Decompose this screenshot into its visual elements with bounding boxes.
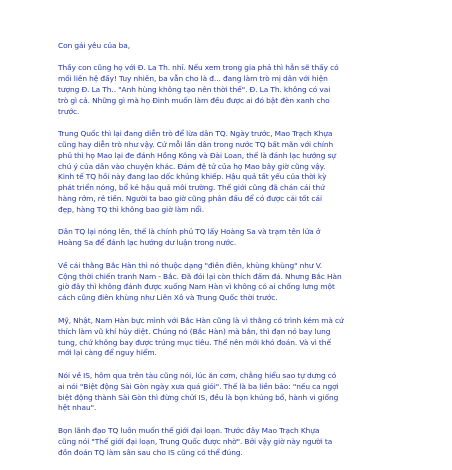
letter-paragraphs bbox=[58, 63, 388, 459]
letter-paragraph bbox=[58, 63, 388, 118]
text-line: biệt động thành Sài Gòn thì đừng chửi IS, đều là bọn khủng bố, hành vi giống bbox=[58, 392, 339, 402]
text-line: tung, chứ không bay được trúng mục tiêu. Thế nên mới khó đoán. Và vì thế bbox=[58, 337, 331, 347]
text-line: cũng nói "Thế giới đại loạn, Trung Quốc được nhờ". Bởi vậy giờ này người ta bbox=[58, 436, 333, 446]
text-line: hàng rởm, rẻ tiền. Người ta bao giờ cũng phân đấu để có được cái tốt cái bbox=[58, 194, 322, 204]
text-line: đồn đoán TQ làm sân sau cho IS cũng có thể đúng. bbox=[58, 447, 243, 457]
text-line: Thầy con cũng họ với Đ. La Th. nhỉ. Nếu xem trong gia phả thì hẳn sẽ thấy có bbox=[58, 62, 339, 72]
letter-paragraph bbox=[58, 129, 388, 216]
text-line: giờ đây thì không đánh được xuống Nam Hàn vì không có ai chống lưng một bbox=[58, 282, 335, 292]
letter-paragraph bbox=[58, 426, 388, 459]
text-line: cách cũng điên khùng như Liên Xô và Trung Quốc thời trước. bbox=[58, 293, 278, 303]
text-line: Nói về IS, hôm qua trên tàu cũng nói, lúc ăn cơm, chẳng hiểu sao tự dưng có bbox=[58, 370, 337, 380]
text-line: Bọn lãnh đạo TQ luôn muốn thế giới đại loạn. Trước đây Mao Trạch Khựa bbox=[58, 425, 320, 435]
text-line: Dân TQ lại nóng lên, thế là chính phủ TQ lấy Hoàng Sa và trạm tên lửa ở bbox=[58, 227, 321, 237]
text-line: cũng hay diễn trò như vậy. Cứ mỗi lần dân trong nước TQ bất mãn với chính bbox=[58, 139, 334, 149]
text-line: Mỹ, Nhật, Nam Hàn bực mình với Bắc Hàn cũng là vì thằng có trình kém mà cứ bbox=[58, 315, 344, 325]
letter-paragraph bbox=[58, 316, 388, 360]
text-line: phát triển nóng, bổ kẻ hậu quả môi trường. Thế giới cũng đã chán cái thứ bbox=[58, 183, 325, 193]
text-line: tượng Đ. La Th.. "Anh hùng không tạo nên thời thế". Đ. La Th. không có vai bbox=[58, 84, 331, 94]
text-line: thích làm vũ khí hủy diệt. Chúng nó (Bắc Hàn) mà bắn, thì đạn nó bay lung bbox=[58, 326, 331, 336]
letter-paragraph bbox=[58, 227, 388, 249]
text-line: Cộng thời chiến tranh Nam - Bắc. Đã đói lại còn thích đấm đá. Nhưng Bắc Hàn bbox=[58, 271, 342, 281]
text-line: phủ thì họ Mao lại đe đánh Hồng Kông và Đài Loan, thế là đánh lạc hướng sự bbox=[58, 150, 336, 160]
text-line: Trung Quốc thì lại đang diễn trò để lừa dân TQ. Ngày trước, Mao Trạch Khựa bbox=[58, 128, 333, 138]
text-line: Kinh tế TQ hồi này đang lao dốc khủng khiếp. Hậu quả tất yếu của thời kỳ bbox=[58, 172, 327, 182]
text-line: ai nói "Biệt động Sài Gòn ngày xưa quá giỏi". Thế là ba liền bảo: "nếu ca ngợi bbox=[58, 381, 339, 391]
letter-greeting: Con gái yêu của ba, bbox=[58, 41, 131, 50]
text-line: trò gì cả. Những gì mà họ Đinh muốn làm đều được ai đó bật đèn xanh cho bbox=[58, 95, 330, 105]
text-line: chú ý của dân vào chuyện khác. Đám đệ tử của họ Mao bây giờ cũng vậy. bbox=[58, 161, 326, 171]
letter-body bbox=[58, 41, 388, 470]
text-line: mới lại càng để nguy hiểm. bbox=[58, 348, 157, 358]
text-line: hệt nhau". bbox=[58, 403, 97, 413]
text-line: Hoàng Sa để đánh lạc hướng dư luận trong nước. bbox=[58, 238, 237, 248]
text-line: mối liên hệ đấy! Tuy nhiên, ba vẫn cho là đ... đang làm trò mị dân với hiện bbox=[58, 73, 328, 83]
letter-paragraph bbox=[58, 371, 388, 415]
letter-paragraph bbox=[58, 261, 388, 305]
text-line: trước. bbox=[58, 106, 80, 116]
text-line: Về cái thằng Bắc Hàn thì nó thuộc dạng "điên điên, khùng khùng" như V. bbox=[58, 260, 323, 270]
text-line: đẹp, hàng TQ thì không bao giờ làm nổi. bbox=[58, 205, 205, 215]
